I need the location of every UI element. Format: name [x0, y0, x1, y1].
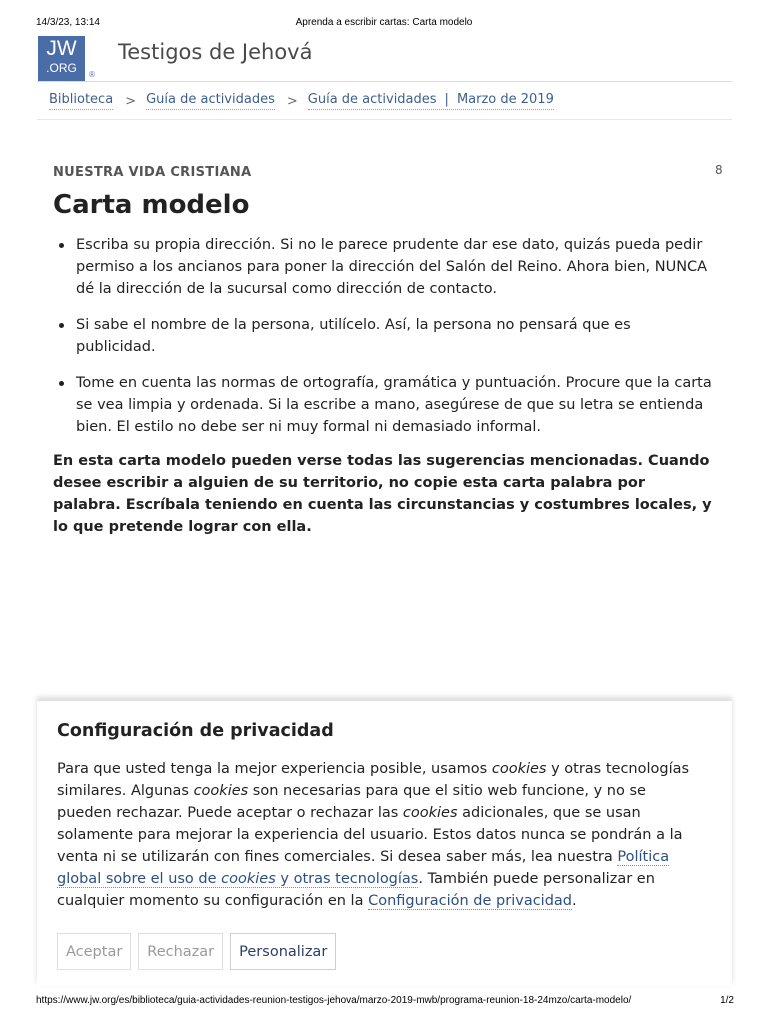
breadcrumb-issue-label: Guía de actividades [307, 92, 437, 107]
chevron-right-icon: > [125, 93, 137, 109]
privacy-settings-link[interactable]: Configuración de privacidad [368, 893, 572, 909]
print-title: Aprenda a escribir cartas: Carta modelo [295, 17, 473, 28]
list-item: Si sabe el nombre de la persona, utilícelo. Así, la persona no pensará que es publicidad. [53, 314, 713, 358]
privacy-title: Configuración de privacidad [57, 721, 334, 741]
reject-button[interactable]: Rechazar [138, 933, 223, 970]
article-kicker: NUESTRA VIDA CRISTIANA [53, 165, 252, 180]
registered-mark: ® [89, 70, 95, 79]
chevron-right-icon: > [286, 93, 298, 109]
accept-button[interactable]: Aceptar [57, 933, 131, 970]
customize-button[interactable]: Personalizar [230, 933, 336, 970]
logo-text-jw: JW [46, 37, 77, 60]
print-footer [0, 995, 768, 1009]
list-item: Tome en cuenta las normas de ortografía, gramática y puntuación. Procure que la carta se vea limpia y ordenada. Si la escribe a mano, asegúrese de que su letra se entienda bien. El estilo no debe ser ni muy formal ni demasiado informal. [53, 372, 713, 438]
cookie-policy-link[interactable]: Política global sobre el uso de cookies y otras tecnologías [57, 849, 670, 887]
privacy-banner [37, 700, 732, 986]
article [53, 165, 713, 553]
site-title[interactable]: Testigos de Jehová [118, 40, 313, 64]
breadcrumb [49, 90, 554, 112]
print-url: https://www.jw.org/es/biblioteca/guia-actividades-reunion-testigos-jehova/marzo-2019-mwb/programa-reunion-18-24mzo/carta-modelo/ [36, 995, 632, 1006]
logo-text-org: .ORG [46, 61, 77, 75]
breadcrumb-biblioteca[interactable]: Biblioteca [49, 92, 113, 110]
privacy-text: Para que usted tenga la mejor experiencia posible, usamos cookies y otras tecnologías similares. Algunas cookies son necesarias para que el sitio web funcione, y no se pueden rechazar. Puede aceptar o rechazar las cookies adicionales, que se usan solamente para mejorar la experiencia del usuario. Estos datos nunca se pondrán a la venta ni se utilizarán con fines comerciales. Si desea saber más, lea nuestra Política global sobre el uso de cookies y otras tecnologías. También puede personalizar en cualquier momento su configuración en la Configuración de privacidad. [57, 761, 690, 909]
print-header [0, 17, 768, 31]
jw-logo[interactable] [38, 36, 85, 81]
sample-letter-note: En esta carta modelo pueden verse todas las sugerencias mencionadas. Cuando desee escribir a alguien de su territorio, no copie esta carta palabra por palabra. Escríbala teniendo en cuenta las circunstancias y costumbres locales, y lo que pretende lograr con ella. [53, 453, 712, 535]
tips-list [53, 234, 713, 438]
page-number: 8 [715, 163, 723, 177]
site-header [37, 35, 732, 82]
print-date: 14/3/23, 13:14 [36, 17, 100, 28]
breadcrumb-pipe: | [444, 92, 449, 107]
page-title: Carta modelo [53, 190, 250, 220]
breadcrumb-issue-date: Marzo de 2019 [456, 92, 554, 107]
list-item: Escriba su propia dirección. Si no le parece prudente dar ese dato, quizás pueda pedir permiso a los ancianos para poner la dirección del Salón del Reino. Ahora bien, NUNCA dé la dirección de la sucursal como dirección de contacto. [53, 234, 713, 300]
privacy-buttons [57, 933, 336, 970]
print-page-count: 1/2 [720, 995, 734, 1006]
breadcrumb-marzo-2019[interactable] [308, 92, 554, 110]
divider [37, 119, 732, 120]
breadcrumb-guia-actividades[interactable]: Guía de actividades [146, 92, 275, 110]
